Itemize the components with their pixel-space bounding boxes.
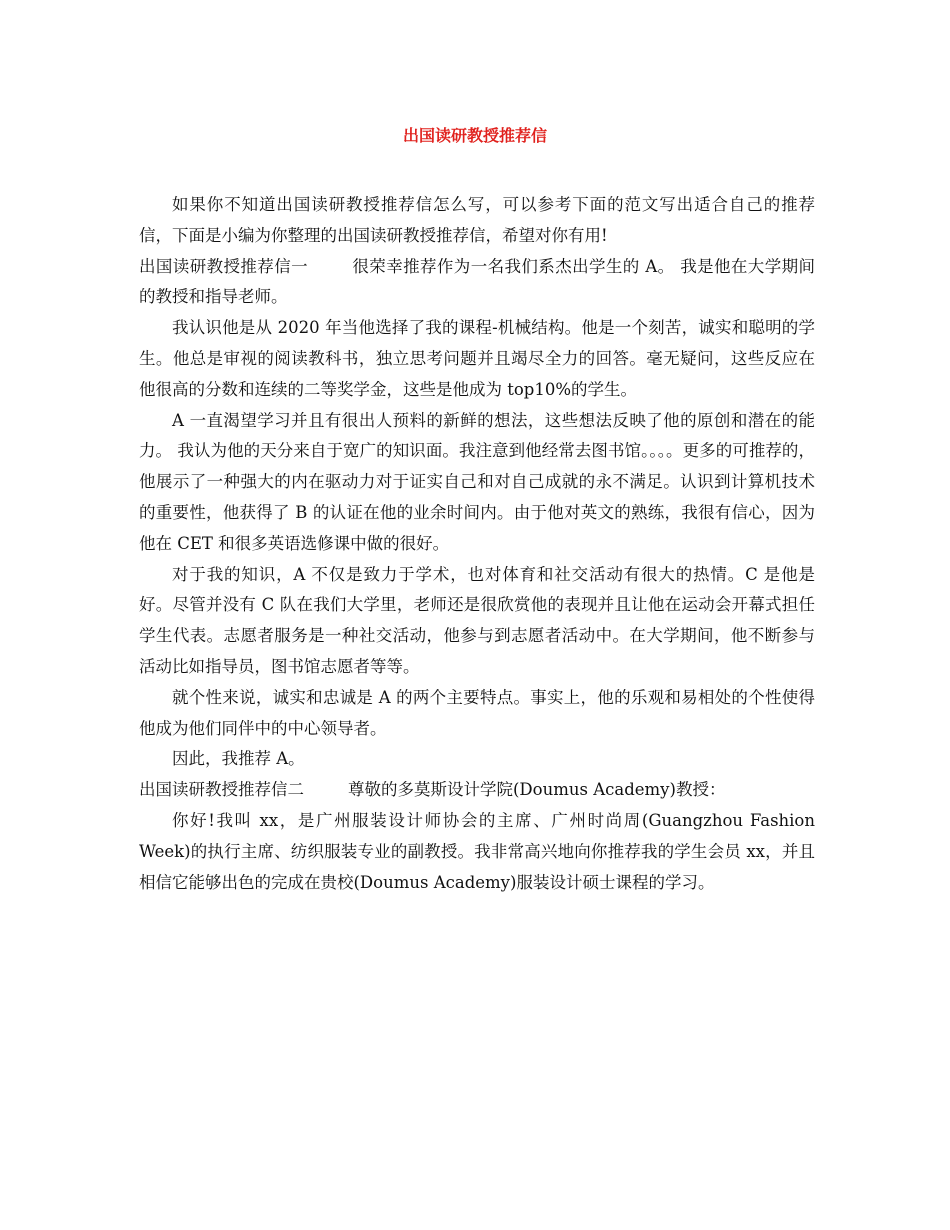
letter-1-paragraph: 我认识他是从 2020 年当他选择了我的课程-机械结构。他是一个刻苦，诚实和聪明的学生。他总是审视的阅读教科书，独立思考问题并且竭尽全力的回答。毫无疑问，这些反应在他很高的分数和连续的二等奖学金，这些是他成为 top10%的学生。: [139, 318, 815, 399]
letter-2-paragraph: 你好!我叫 xx，是广州服装设计师协会的主席、广州时尚周(Guangzhou Fashion Week)的执行主席、纺织服装专业的副教授。我非常高兴地向你推荐我的学生会员 xx，并且相信它能够出色的完成在贵校(Doumus Academy)服装设计硕士课程的学习。: [139, 810, 815, 892]
document-body: [139, 190, 815, 898]
intro-paragraph: 如果你不知道出国读研教授推荐信怎么写，可以参考下面的范文写出适合自己的推荐信，下面是小编为你整理的出国读研教授推荐信，希望对你有用!: [139, 195, 815, 245]
letter-2-first-line: [139, 775, 815, 806]
letter-2-heading: 出国读研教授推荐信二: [139, 780, 304, 800]
letter-2-opening: 尊敬的多莫斯设计学院(Doumus Academy)教授：: [348, 780, 726, 800]
letter-1-heading: 出国读研教授推荐信一: [139, 256, 308, 276]
letter-1-closing: 因此，我推荐 A。: [172, 749, 305, 769]
document-title: 出国读研教授推荐信: [402, 126, 547, 145]
letter-1-paragraph: A 一直渴望学习并且有很出人预料的新鲜的想法，这些想法反映了他的原创和潜在的能力。 我认为他的天分来自于宽广的知识面。我注意到他经常去图书馆。。。。更多的可推荐的，他展示了一种强大的内在驱动力对于证实自己和对自己成就的永不满足。认识到计算机技术的重要性，他获得了 B 的认证在他的业余时间内。由于他对英文的熟练，我很有信心，因为他在 CET 和很多英语选修课中做的很好。: [139, 410, 815, 553]
letter-1-opening: 很荣幸推荐作为一名我们系杰出学生的 A。 我是他在大学期间的教授和指导老师。: [139, 256, 816, 307]
letter-1-paragraph: 就个性来说，诚实和忠诚是 A 的两个主要特点。事实上，他的乐观和易相处的个性使得他成为他们同伴中的中心领导者。: [139, 687, 815, 738]
letter-1-paragraph: 对于我的知识，A 不仅是致力于学术，也对体育和社交活动有很大的热情。C 是他是好。尽管并没有 C 队在我们大学里，老师还是很欣赏他的表现并且让他在运动会开幕式担任学生代表。志愿者服务是一种社交活动，他参与到志愿者活动中。在大学期间，他不断参与活动比如指导员，图书馆志愿者等等。: [139, 564, 815, 676]
letter-1-first-line: [139, 252, 815, 314]
